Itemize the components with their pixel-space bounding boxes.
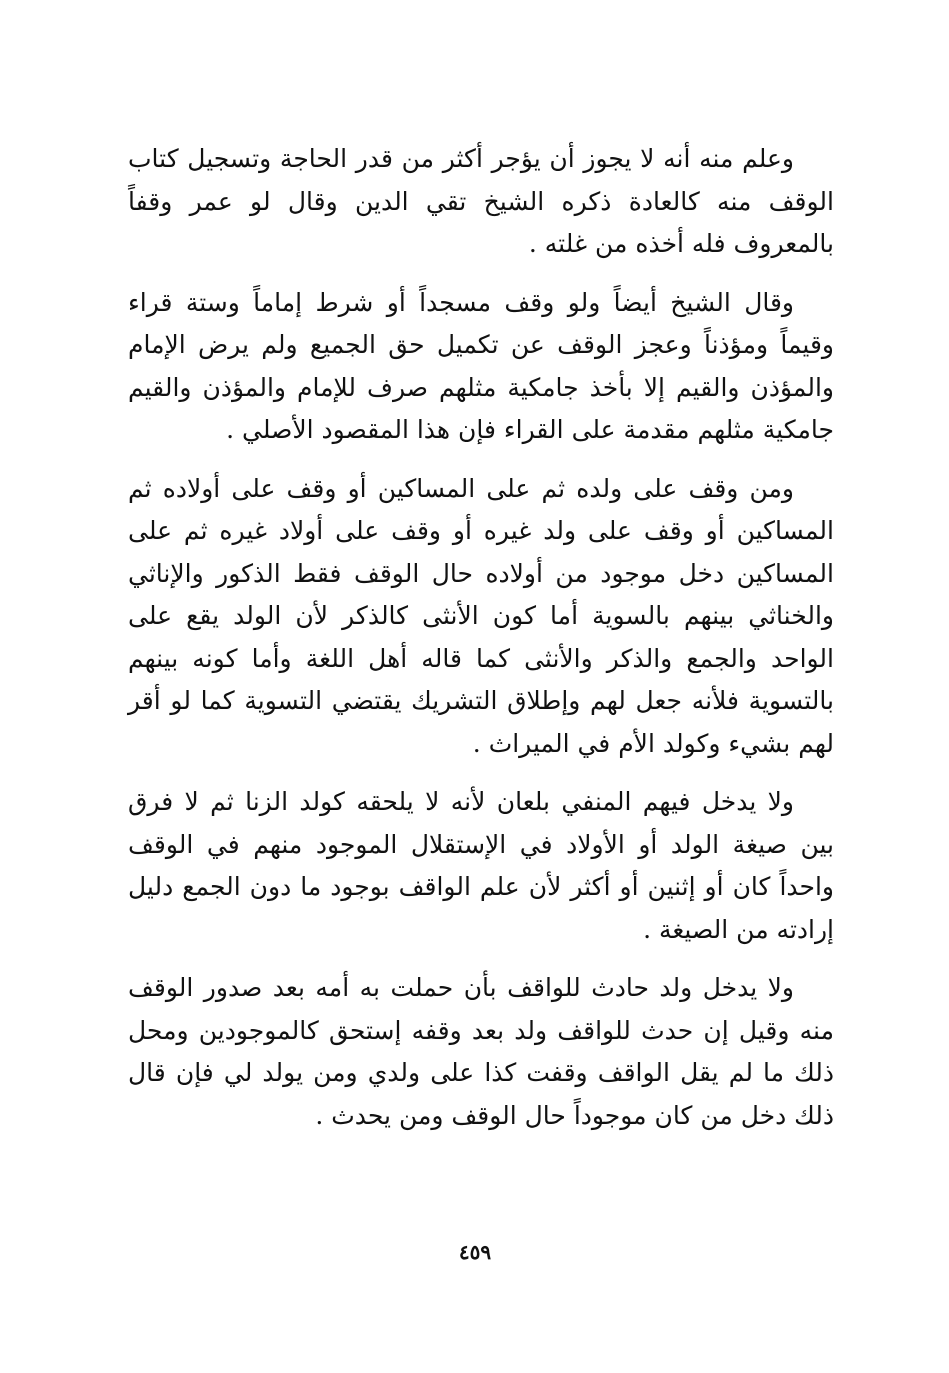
paragraph-2: وقال الشيخ أيضاً ولو وقف مسجداً أو شرط إماماً وستة قراء وقيماً ومؤذناً وعجز الوقف عن تكميل حق الجميع ولم يرض الإمام والمؤذن والقيم إلا بأخذ جامكية مثلهم صرف للإمام والمؤذن والقيم جامكية مثلهم مقدمة على القراء فإن هذا المقصود الأصلي .: [128, 287, 834, 444]
paragraph-5: ولا يدخل ولد حادث للواقف بأن حملت به أمه بعد صدور الوقف منه وقيل إن حدث للواقف ولد بعد وقفه إستحق كالموجودين ومحل ذلك ما لم يقل الواقف وقفت كذا على ولدي ومن يولد لي فإن قال ذلك دخل من كان موجوداً حال الوقف ومن يحدث .: [128, 973, 834, 1130]
paragraph-4: ولا يدخل فيهم المنفي بلعان لأنه لا يلحقه كولد الزنا ثم لا فرق بين صيغة الولد أو الأولاد في الإستقلال الموجود منهم في الوقف واحداً كان أو إثنين أو أكثر لأن علم الواقف بوجود ما دون الجمع دليل إرادته من الصيغة .: [128, 787, 834, 944]
paragraph-1: وعلم منه أنه لا يجوز أن يؤجر أكثر من قدر الحاجة وتسجيل كتاب الوقف منه كالعادة ذكره الشيخ تقي الدين وقال لو عمر وقفاً بالمعروف فله أخذه من غلته .: [128, 144, 834, 258]
paragraph-3: ومن وقف على ولده ثم على المساكين أو وقف على أولاده ثم المساكين أو وقف على ولد غيره أو وقف على أولاد غيره ثم على المساكين دخل موجود من أولاده حال الوقف فقط الذكور والإناثي والخناثي بينهم بالسوية أما كون الأنثى كالذكر لأن الولد يقع على الواحد والجمع والذكر والأنثى كما قاله أهل اللغة وأما كونه بينهم بالتسوية فلأنه جعل لهم وإطلاق التشريك يقتضي التسوية كما لو أقر لهم بشيء وكولد الأم في الميراث .: [128, 473, 834, 758]
page-number: ٤٥٩: [458, 1240, 492, 1264]
body-text: [128, 138, 834, 1153]
